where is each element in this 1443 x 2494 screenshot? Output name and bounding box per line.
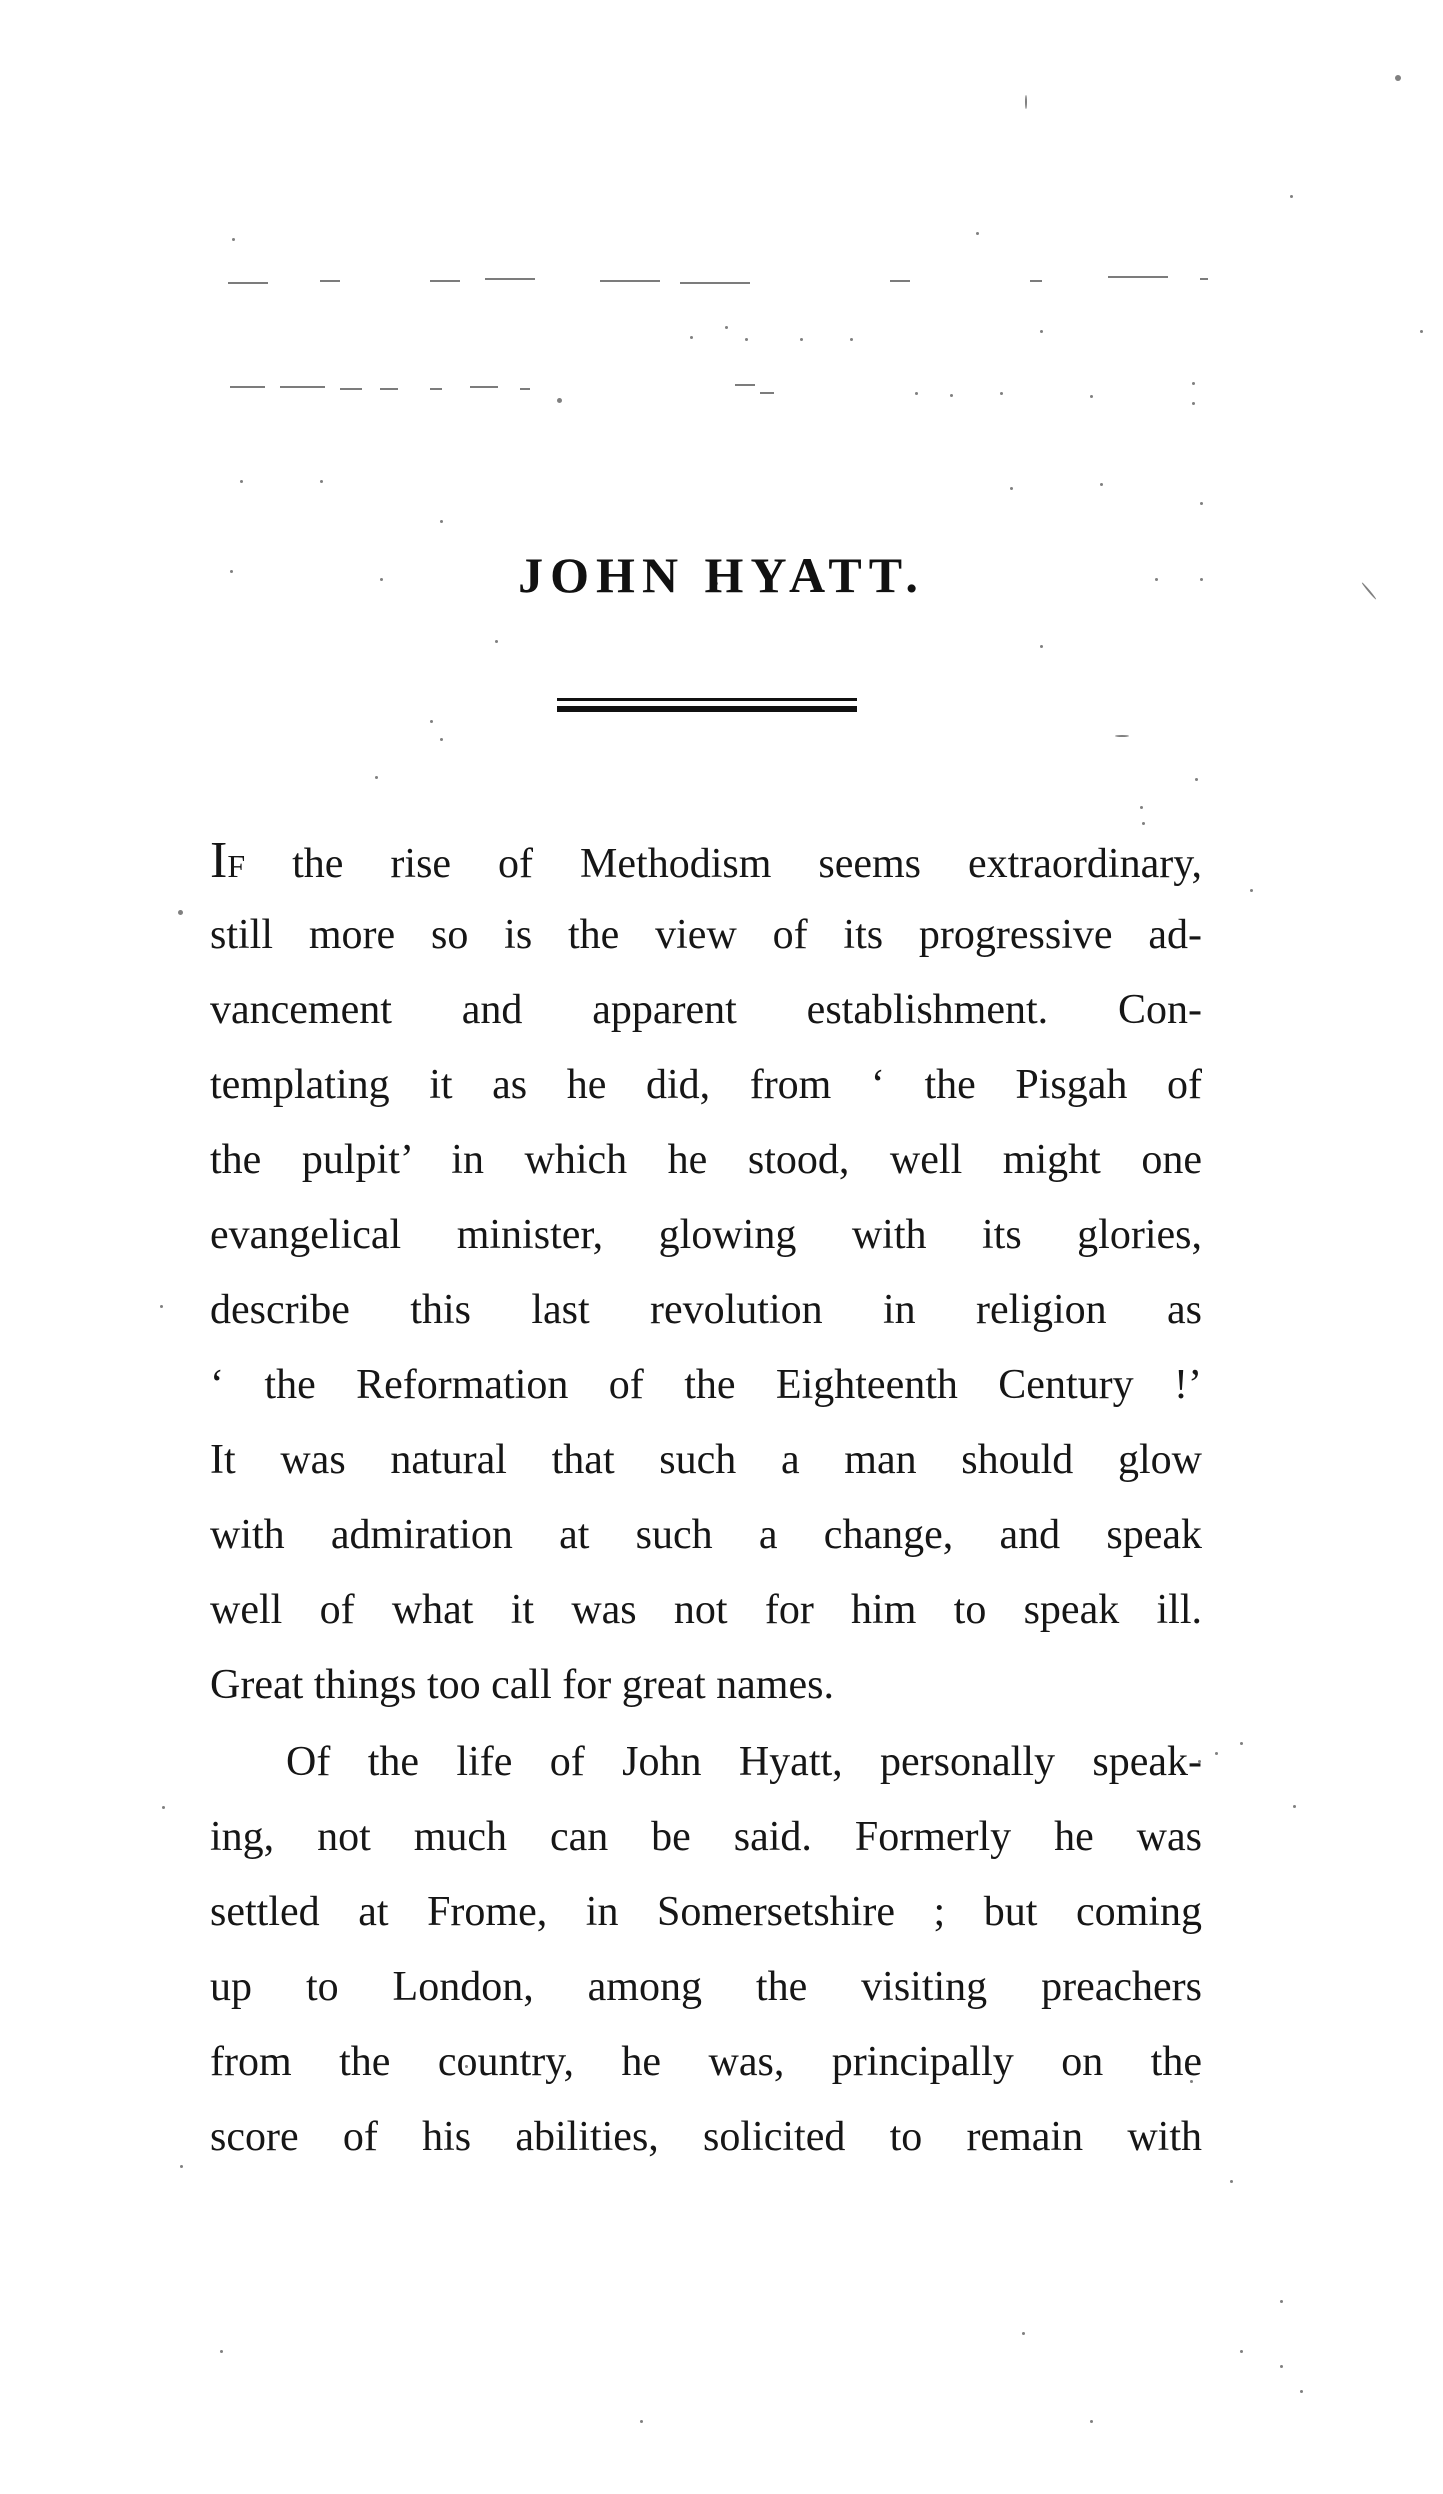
text-line: the pulpit’ in which he stood, well might one	[210, 1137, 1202, 1183]
text-line: It was natural that such a man should glow	[210, 1437, 1202, 1483]
text-line: ‘ the Reformation of the Eighteenth Century !’	[210, 1362, 1202, 1408]
text-line: Of the life of John Hyatt, personally speak-	[286, 1739, 1202, 1785]
text-line: score of his abilities, solicited to remain with	[210, 2114, 1202, 2160]
text-line: Great things too call for great names.	[210, 1662, 834, 1708]
text-line: up to London, among the visiting preachers	[210, 1964, 1202, 2010]
page-title: JOHN HYATT.	[518, 546, 925, 603]
initial-letter: I	[210, 832, 228, 889]
paragraph-2	[210, 1725, 1202, 2175]
text-line: vancement and apparent establishment. Con-	[210, 987, 1202, 1033]
text-line: describe this last revolution in religion as	[210, 1287, 1202, 1333]
text-line: the rise of Methodism seems extraordinary,	[245, 841, 1202, 887]
text-line: settled at Frome, in Somersetshire ; but coming	[210, 1889, 1202, 1935]
body-text	[210, 823, 1202, 2175]
text-line: well of what it was not for him to speak ill.	[210, 1587, 1202, 1633]
title-double-rule	[557, 698, 857, 714]
paragraph-1-line-1	[210, 823, 1202, 898]
text-line: still more so is the view of its progressive ad-	[210, 912, 1202, 958]
text-line: evangelical minister, glowing with its glories,	[210, 1212, 1202, 1258]
paragraph-1	[210, 823, 1202, 1723]
text-line: with admiration at such a change, and speak	[210, 1512, 1202, 1558]
text-line: ing, not much can be said. Formerly he was	[210, 1814, 1202, 1860]
text-line: templating it as he did, from ‘ the Pisgah of	[210, 1062, 1202, 1108]
small-caps-letter: F	[227, 848, 246, 884]
text-line: from the country, he was, principally on the	[210, 2039, 1202, 2085]
